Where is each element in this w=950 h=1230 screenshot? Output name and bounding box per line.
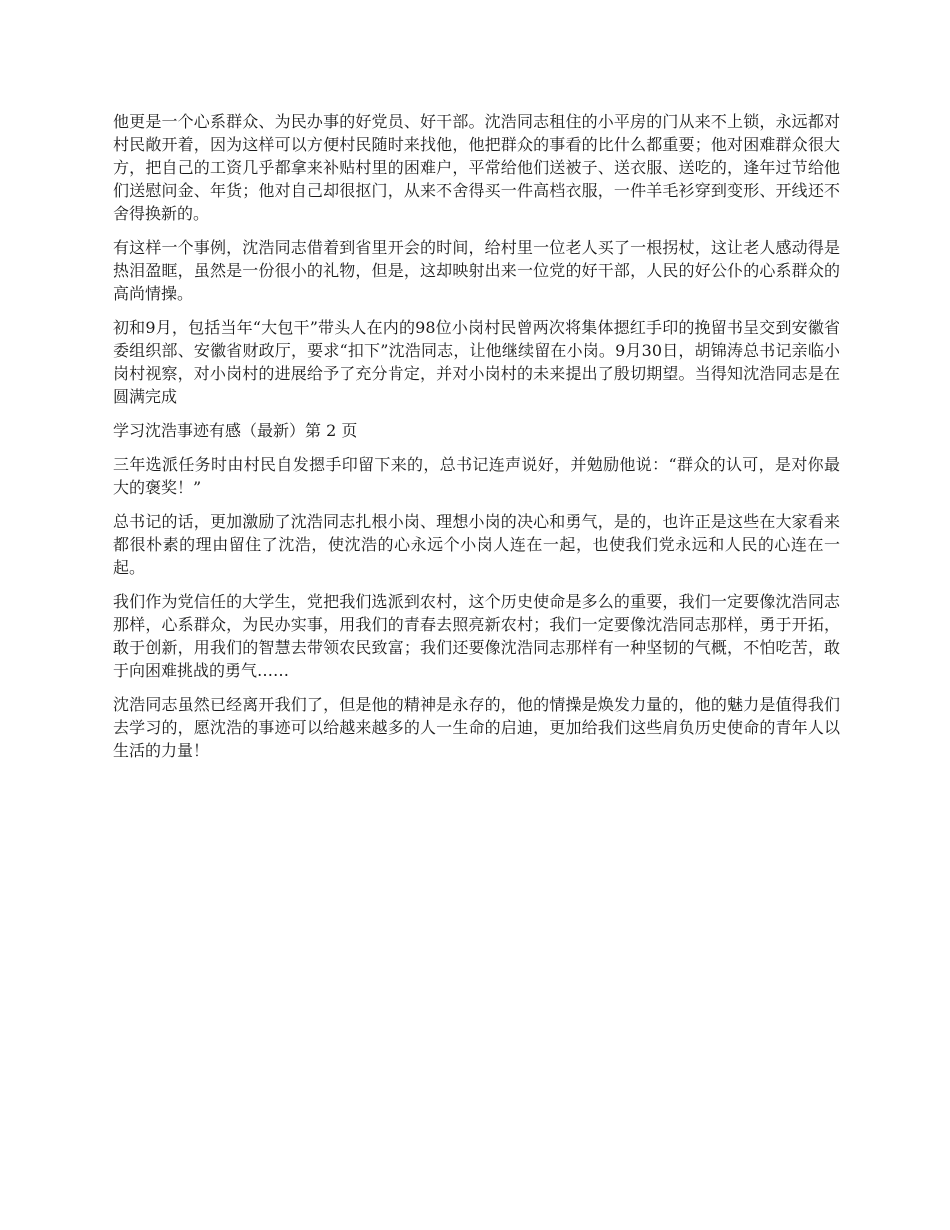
document-page bbox=[113, 110, 840, 773]
paragraph-3: 初和9月，包括当年“大包干”带头人在内的98位小岗村民曾两次将集体摁红手印的挽留书呈交到安徽省委组织部、安徽省财政厅，要求“扣下”沈浩同志，让他继续留在小岗。9月30日，胡锦涛总书记亲临小岗村视察，对小岗村的进展给予了充分肯定，并对小岗村的未来提出了殷切期望。当得知沈浩同志是在圆满完成 bbox=[113, 318, 840, 406]
paragraph-1: 他更是一个心系群众、为民办事的好党员、好干部。沈浩同志租住的小平房的门从来不上锁，永远都对村民敞开着，因为这样可以方便村民随时来找他，他把群众的事看的比什么都重要；他对困难群众很大方，把自己的工资几乎都拿来补贴村里的困难户，平常给他们送被子、送衣服、送吃的，逢年过节给他们送慰问金、年货；他对自己却很抠门，从来不舍得买一件高档衣服，一件羊毛衫穿到变形、开线还不舍得换新的。 bbox=[113, 112, 840, 223]
page-marker: 学习沈浩事迹有感（最新）第 2 页 bbox=[113, 421, 358, 440]
paragraph-5: 总书记的话，更加激励了沈浩同志扎根小岗、理想小岗的决心和勇气，是的，也许正是这些在大家看来都很朴素的理由留住了沈浩，使沈浩的心永远个小岗人连在一起，也使我们党永远和人民的心连在一起。 bbox=[113, 512, 840, 577]
paragraph-7: 沈浩同志虽然已经离开我们了，但是他的精神是永存的，他的情操是焕发力量的，他的魅力是值得我们去学习的，愿沈浩的事迹可以给越来越多的人一生命的启迪，更加给我们这些肩负历史使命的青年人以生活的力量！ bbox=[113, 695, 840, 760]
paragraph-4: 三年选派任务时由村民自发摁手印留下来的，总书记连声说好，并勉励他说：“群众的认可，是对你最大的褒奖！” bbox=[113, 455, 840, 497]
paragraph-2: 有这样一个事例，沈浩同志借着到省里开会的时间，给村里一位老人买了一根拐杖，这让老人感动得是热泪盈眶，虽然是一份很小的礼物，但是，这却映射出来一位党的好干部，人民的好公仆的心系群众的高尚情操。 bbox=[113, 238, 840, 303]
paragraph-6: 我们作为党信任的大学生，党把我们选派到农村，这个历史使命是多么的重要，我们一定要像沈浩同志那样，心系群众，为民办实事，用我们的青春去照亮新农村；我们一定要像沈浩同志那样，勇于开拓，敢于创新，用我们的智慧去带领农民致富；我们还要像沈浩同志那样有一种坚韧的气概，不怕吃苦，敢于向困难挑战的勇气…… bbox=[113, 592, 840, 680]
